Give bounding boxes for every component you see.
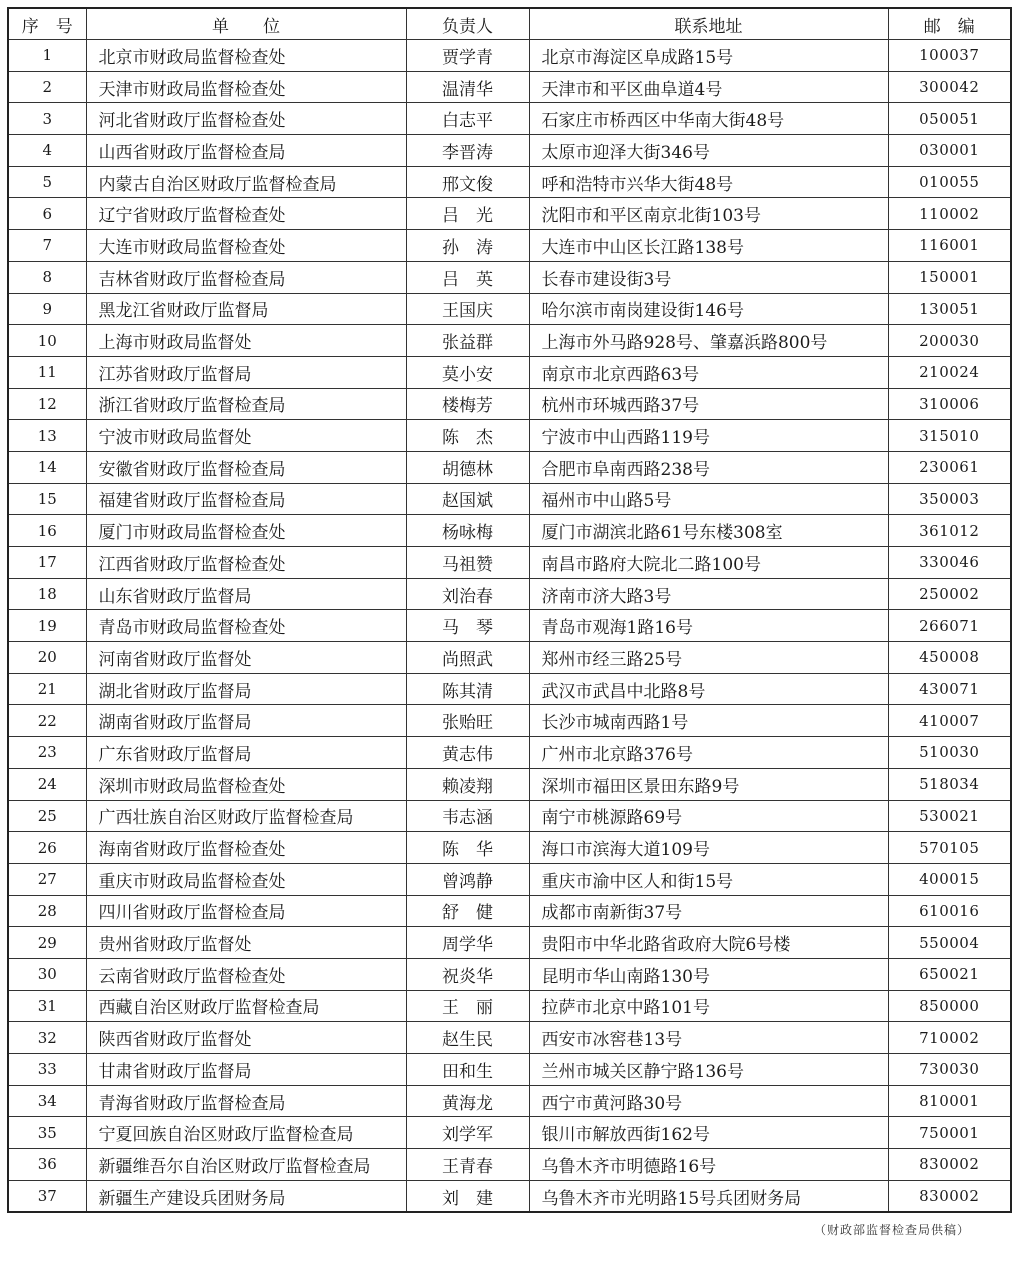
cell-unit: 河北省财政厅监督检查处 [86,103,406,135]
cell-zip: 610016 [888,895,1011,927]
cell-unit: 福建省财政厅监督检查局 [86,483,406,515]
cell-person: 王青春 [406,1149,529,1181]
header-zip: 邮 编 [888,8,1011,40]
table-row [8,990,1011,1022]
cell-address: 大连市中山区长江路138号 [529,230,888,262]
cell-unit: 新疆维吾尔自治区财政厅监督检查局 [86,1149,406,1181]
table-row [8,642,1011,674]
cell-zip: 310006 [888,388,1011,420]
table-row [8,958,1011,990]
cell-unit: 宁波市财政局监督处 [86,420,406,452]
cell-no: 24 [8,768,86,800]
cell-person: 赵国斌 [406,483,529,515]
cell-person: 马 琴 [406,610,529,642]
cell-unit: 上海市财政局监督处 [86,325,406,357]
cell-address: 海口市滨海大道109号 [529,832,888,864]
cell-unit: 江苏省财政厅监督局 [86,356,406,388]
cell-unit: 大连市财政局监督检查处 [86,230,406,262]
cell-zip: 050051 [888,103,1011,135]
cell-person: 张益群 [406,325,529,357]
cell-address: 南京市北京西路63号 [529,356,888,388]
cell-zip: 361012 [888,515,1011,547]
cell-zip: 450008 [888,642,1011,674]
cell-address: 西安市冰窖巷13号 [529,1022,888,1054]
cell-no: 34 [8,1085,86,1117]
cell-zip: 030001 [888,135,1011,167]
cell-no: 21 [8,673,86,705]
cell-zip: 100037 [888,40,1011,72]
cell-person: 赖凌翔 [406,768,529,800]
cell-unit: 浙江省财政厅监督检查局 [86,388,406,420]
source-note: （财政部监督检查局供稿） [813,1223,970,1237]
table-row [8,737,1011,769]
cell-unit: 海南省财政厅监督检查处 [86,832,406,864]
cell-no: 12 [8,388,86,420]
cell-zip: 410007 [888,705,1011,737]
cell-zip: 650021 [888,958,1011,990]
cell-no: 14 [8,451,86,483]
cell-zip: 810001 [888,1085,1011,1117]
table-row [8,483,1011,515]
cell-no: 17 [8,547,86,579]
cell-zip: 570105 [888,832,1011,864]
cell-person: 陈 华 [406,832,529,864]
table-row [8,895,1011,927]
cell-person: 田和生 [406,1054,529,1086]
header-address: 联系地址 [529,8,888,40]
cell-address: 宁波市中山西路119号 [529,420,888,452]
cell-person: 胡德林 [406,451,529,483]
cell-no: 29 [8,927,86,959]
cell-zip: 710002 [888,1022,1011,1054]
cell-zip: 850000 [888,990,1011,1022]
cell-address: 西宁市黄河路30号 [529,1085,888,1117]
cell-no: 13 [8,420,86,452]
table-row [8,198,1011,230]
cell-zip: 750001 [888,1117,1011,1149]
cell-unit: 重庆市财政局监督检查处 [86,863,406,895]
cell-zip: 250002 [888,578,1011,610]
cell-person: 温清华 [406,71,529,103]
cell-no: 27 [8,863,86,895]
cell-person: 刘 建 [406,1180,529,1212]
cell-address: 太原市迎泽大街346号 [529,135,888,167]
cell-person: 吕 光 [406,198,529,230]
cell-address: 合肥市阜南西路238号 [529,451,888,483]
table-row [8,230,1011,262]
cell-address: 乌鲁木齐市光明路15号兵团财务局 [529,1180,888,1212]
cell-no: 11 [8,356,86,388]
cell-address: 昆明市华山南路130号 [529,958,888,990]
cell-no: 4 [8,135,86,167]
cell-address: 乌鲁木齐市明德路16号 [529,1149,888,1181]
cell-address: 沈阳市和平区南京北街103号 [529,198,888,230]
cell-unit: 深圳市财政局监督检查处 [86,768,406,800]
table-row [8,863,1011,895]
table-row [8,1085,1011,1117]
cell-no: 19 [8,610,86,642]
cell-person: 马祖赞 [406,547,529,579]
cell-zip: 210024 [888,356,1011,388]
table-row [8,293,1011,325]
cell-unit: 青岛市财政局监督检查处 [86,610,406,642]
cell-unit: 四川省财政厅监督检查局 [86,895,406,927]
cell-address: 呼和浩特市兴华大街48号 [529,166,888,198]
cell-zip: 300042 [888,71,1011,103]
header-unit: 单 位 [86,8,406,40]
cell-unit: 内蒙古自治区财政厅监督检查局 [86,166,406,198]
table-row [8,832,1011,864]
table-row [8,420,1011,452]
cell-no: 23 [8,737,86,769]
cell-unit: 山西省财政厅监督检查局 [86,135,406,167]
table-row [8,325,1011,357]
cell-zip: 266071 [888,610,1011,642]
cell-address: 长沙市城南西路1号 [529,705,888,737]
cell-person: 陈其清 [406,673,529,705]
cell-person: 祝炎华 [406,958,529,990]
cell-person: 楼梅芳 [406,388,529,420]
table-row [8,800,1011,832]
cell-zip: 400015 [888,863,1011,895]
cell-no: 36 [8,1149,86,1181]
cell-person: 贾学青 [406,40,529,72]
cell-zip: 550004 [888,927,1011,959]
table-row [8,135,1011,167]
cell-person: 尚照武 [406,642,529,674]
cell-no: 5 [8,166,86,198]
cell-zip: 010055 [888,166,1011,198]
cell-unit: 宁夏回族自治区财政厅监督检查局 [86,1117,406,1149]
cell-person: 张贻旺 [406,705,529,737]
cell-person: 黄海龙 [406,1085,529,1117]
table-row [8,1180,1011,1212]
cell-person: 王 丽 [406,990,529,1022]
cell-address: 广州市北京路376号 [529,737,888,769]
cell-unit: 北京市财政局监督检查处 [86,40,406,72]
cell-no: 37 [8,1180,86,1212]
cell-no: 10 [8,325,86,357]
table-row [8,515,1011,547]
cell-zip: 110002 [888,198,1011,230]
table-row [8,768,1011,800]
cell-address: 哈尔滨市南岗建设街146号 [529,293,888,325]
cell-unit: 陕西省财政厅监督处 [86,1022,406,1054]
cell-unit: 安徽省财政厅监督检查局 [86,451,406,483]
table-row [8,166,1011,198]
table-row [8,1117,1011,1149]
table-row [8,1149,1011,1181]
cell-unit: 广西壮族自治区财政厅监督检查局 [86,800,406,832]
cell-zip: 830002 [888,1180,1011,1212]
cell-address: 南昌市路府大院北二路100号 [529,547,888,579]
cell-person: 莫小安 [406,356,529,388]
cell-person: 孙 涛 [406,230,529,262]
cell-address: 福州市中山路5号 [529,483,888,515]
cell-no: 9 [8,293,86,325]
cell-address: 拉萨市北京中路101号 [529,990,888,1022]
cell-unit: 天津市财政局监督检查处 [86,71,406,103]
cell-unit: 西藏自治区财政厅监督检查局 [86,990,406,1022]
cell-address: 青岛市观海1路16号 [529,610,888,642]
header-no: 序 号 [8,8,86,40]
cell-no: 20 [8,642,86,674]
cell-address: 长春市建设街3号 [529,261,888,293]
cell-no: 1 [8,40,86,72]
table-row [8,578,1011,610]
cell-person: 刘治春 [406,578,529,610]
cell-person: 杨咏梅 [406,515,529,547]
cell-address: 武汉市武昌中北路8号 [529,673,888,705]
cell-person: 王国庆 [406,293,529,325]
cell-unit: 厦门市财政局监督检查处 [86,515,406,547]
cell-address: 石家庄市桥西区中华南大街48号 [529,103,888,135]
cell-unit: 吉林省财政厅监督检查局 [86,261,406,293]
header-person: 负责人 [406,8,529,40]
cell-unit: 湖南省财政厅监督局 [86,705,406,737]
cell-no: 7 [8,230,86,262]
cell-person: 赵生民 [406,1022,529,1054]
cell-person: 李晋涛 [406,135,529,167]
table-row [8,388,1011,420]
cell-address: 郑州市经三路25号 [529,642,888,674]
table-row [8,103,1011,135]
cell-no: 35 [8,1117,86,1149]
cell-address: 贵阳市中华北路省政府大院6号楼 [529,927,888,959]
cell-address: 深圳市福田区景田东路9号 [529,768,888,800]
cell-unit: 青海省财政厅监督检查局 [86,1085,406,1117]
cell-zip: 200030 [888,325,1011,357]
cell-zip: 830002 [888,1149,1011,1181]
cell-unit: 湖北省财政厅监督局 [86,673,406,705]
cell-person: 韦志涵 [406,800,529,832]
cell-zip: 350003 [888,483,1011,515]
cell-no: 31 [8,990,86,1022]
cell-unit: 河南省财政厅监督处 [86,642,406,674]
cell-person: 刘学军 [406,1117,529,1149]
cell-person: 白志平 [406,103,529,135]
cell-zip: 518034 [888,768,1011,800]
table-row [8,1054,1011,1086]
contact-table [7,7,1012,1213]
table-row [8,356,1011,388]
cell-address: 杭州市环城西路37号 [529,388,888,420]
cell-person: 陈 杰 [406,420,529,452]
table-row [8,40,1011,72]
cell-address: 成都市南新街37号 [529,895,888,927]
cell-no: 32 [8,1022,86,1054]
cell-unit: 江西省财政厅监督检查处 [86,547,406,579]
cell-no: 25 [8,800,86,832]
cell-address: 济南市济大路3号 [529,578,888,610]
cell-zip: 530021 [888,800,1011,832]
header-row [8,8,1011,40]
cell-unit: 云南省财政厅监督检查处 [86,958,406,990]
cell-person: 邢文俊 [406,166,529,198]
cell-zip: 116001 [888,230,1011,262]
cell-address: 天津市和平区曲阜道4号 [529,71,888,103]
table-row [8,547,1011,579]
cell-zip: 130051 [888,293,1011,325]
cell-unit: 贵州省财政厅监督处 [86,927,406,959]
cell-address: 银川市解放西街162号 [529,1117,888,1149]
table-row [8,1022,1011,1054]
cell-person: 吕 英 [406,261,529,293]
cell-unit: 广东省财政厅监督局 [86,737,406,769]
cell-no: 33 [8,1054,86,1086]
table-row [8,927,1011,959]
cell-address: 厦门市湖滨北路61号东楼308室 [529,515,888,547]
cell-zip: 330046 [888,547,1011,579]
cell-no: 30 [8,958,86,990]
cell-no: 18 [8,578,86,610]
cell-zip: 730030 [888,1054,1011,1086]
cell-person: 黄志伟 [406,737,529,769]
cell-no: 3 [8,103,86,135]
cell-no: 16 [8,515,86,547]
cell-no: 22 [8,705,86,737]
cell-address: 北京市海淀区阜成路15号 [529,40,888,72]
cell-no: 6 [8,198,86,230]
cell-zip: 150001 [888,261,1011,293]
cell-no: 28 [8,895,86,927]
cell-unit: 新疆生产建设兵团财务局 [86,1180,406,1212]
cell-zip: 430071 [888,673,1011,705]
table-row [8,673,1011,705]
table-row [8,610,1011,642]
cell-unit: 山东省财政厅监督局 [86,578,406,610]
cell-zip: 510030 [888,737,1011,769]
cell-address: 上海市外马路928号、肇嘉浜路800号 [529,325,888,357]
cell-no: 15 [8,483,86,515]
table-row [8,451,1011,483]
cell-unit: 辽宁省财政厅监督检查处 [86,198,406,230]
cell-person: 曾鸿静 [406,863,529,895]
cell-no: 26 [8,832,86,864]
cell-unit: 甘肃省财政厅监督局 [86,1054,406,1086]
cell-zip: 315010 [888,420,1011,452]
cell-address: 重庆市渝中区人和街15号 [529,863,888,895]
cell-zip: 230061 [888,451,1011,483]
cell-person: 周学华 [406,927,529,959]
cell-address: 南宁市桃源路69号 [529,800,888,832]
table-row [8,261,1011,293]
cell-address: 兰州市城关区静宁路136号 [529,1054,888,1086]
table-row [8,705,1011,737]
cell-person: 舒 健 [406,895,529,927]
cell-unit: 黑龙江省财政厅监督局 [86,293,406,325]
cell-no: 2 [8,71,86,103]
cell-no: 8 [8,261,86,293]
table-row [8,71,1011,103]
